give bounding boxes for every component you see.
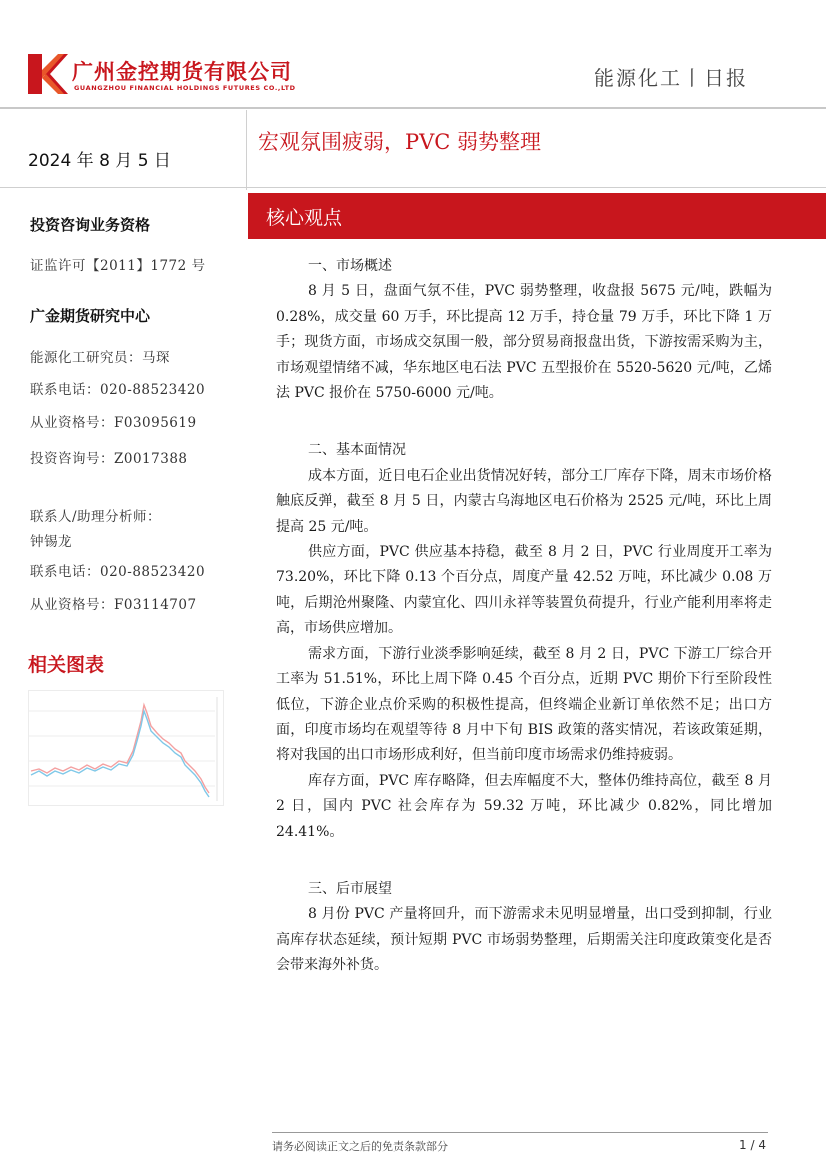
section-heading-market: 一、市场概述 <box>308 258 392 274</box>
license-number: 证监许可【2011】1772 号 <box>30 258 206 274</box>
researcher-cert: 从业资格号：F03095619 <box>30 415 197 431</box>
contact-phone: 联系电话：020-88523420 <box>30 564 206 580</box>
sidebar-divider <box>0 187 246 188</box>
inventory-paragraph: 库存方面，PVC 库存略降，但去库幅度不大，整体仍维持高位，截至 8 月 2 日，国内 PVC 社会库存为 59.32 万吨，环比减少 0.82%，同比增加 24.41%。 <box>276 772 772 840</box>
report-title: 宏观氛围疲弱，PVC 弱势整理 <box>258 130 542 154</box>
report-date: 2024 年 8 月 5 日 <box>28 151 171 171</box>
vertical-divider <box>246 110 247 190</box>
research-center: 广金期货研究中心 <box>30 307 151 325</box>
page-header <box>0 0 826 108</box>
contact-cert: 从业资格号：F03114707 <box>30 597 197 613</box>
company-name-en: GUANGZHOU FINANCIAL HOLDINGS FUTURES CO.,LTD <box>74 84 296 92</box>
candlestick-thumbnail-icon <box>29 691 223 805</box>
page-number: 1 / 4 <box>739 1138 766 1152</box>
supply-paragraph: 供应方面，PVC 供应基本持稳，截至 8 月 2 日，PVC 行业周度开工率为 73.20%，环比下降 0.13 个百分点，周度产量 42.52 万吨，环比减少 0.08 万吨，后期沧州聚隆、内蒙宜化、四川永祥等装置负荷提升，行业产能利用率将走高，市场供应增加。 <box>276 544 772 637</box>
demand-paragraph: 需求方面，下游行业淡季影响延续，截至 8 月 2 日，PVC 下游工厂综合开工率为 51.51%，环比上周下降 0.45 个百分点，近期 PVC 期价下行至阶段性低位，下游企业点价采购的积极性提高，但终端企业新订单依然不足；出口方面，印度市场均在观望等待 8 月中下旬 BIS 政策的落实情况，若该政策延期，将对我国的出口市场形成利好，但当前印度市场需求仍维持疲弱。 <box>276 645 772 764</box>
related-charts-title: 相关图表 <box>28 654 105 676</box>
market-overview-paragraph: 8 月 5 日，盘面气氛不佳，PVC 弱势整理，收盘报 5675 元/吨，跌幅为 0.28%，成交量 60 万手，环比提高 12 万手，持仓量 79 万手，环比下降 1 万手；现货方面，市场成交氛围一般，部分贸易商报盘出货，下游按需采购为主，市场观望情绪不减，华东地区电石法 PVC 五型报价在 5520-5620 元/吨，乙烯法 PVC 报价在 5750-6000 元/吨。 <box>276 283 772 402</box>
core-view-banner <box>248 193 826 239</box>
related-chart-thumbnail <box>28 690 224 806</box>
qualification-title: 投资咨询业务资格 <box>30 216 151 234</box>
researcher-phone: 联系电话：020-88523420 <box>30 382 206 398</box>
contact-title: 联系人/助理分析师： <box>30 509 162 525</box>
header-divider <box>0 107 826 109</box>
core-view-label: 核心观点 <box>266 207 343 229</box>
company-name-cn: 广州金控期货有限公司 <box>72 60 292 84</box>
company-logo-icon <box>28 52 68 96</box>
report-body <box>276 254 772 979</box>
title-divider <box>246 187 826 188</box>
section-heading-outlook: 三、后市展望 <box>308 880 392 897</box>
section-heading-fundamentals: 二、基本面情况 <box>308 442 406 459</box>
footer-divider <box>272 1132 768 1133</box>
researcher-invest-no: 投资咨询号：Z0017388 <box>30 451 188 467</box>
cost-paragraph: 成本方面，近日电石企业出货情况好转，部分工厂库存下降，周末市场价格触底反弹，截至 8 月 5 日，内蒙古乌海地区电石价格为 2525 元/吨，环比上周提高 25 元/吨。 <box>276 467 772 535</box>
outlook-paragraph: 8 月份 PVC 产量将回升，而下游需求未见明显增量，出口受到抑制，行业高库存状态延续，预计短期 PVC 市场弱势整理，后期需关注印度政策变化是否会带来海外补货。 <box>276 906 772 974</box>
report-type: 能源化工丨日报 <box>594 66 748 90</box>
researcher-name: 能源化工研究员：马琛 <box>30 350 170 366</box>
contact-name: 钟锡龙 <box>30 534 72 550</box>
disclaimer-note: 请务必阅读正文之后的免责条款部分 <box>272 1140 448 1153</box>
